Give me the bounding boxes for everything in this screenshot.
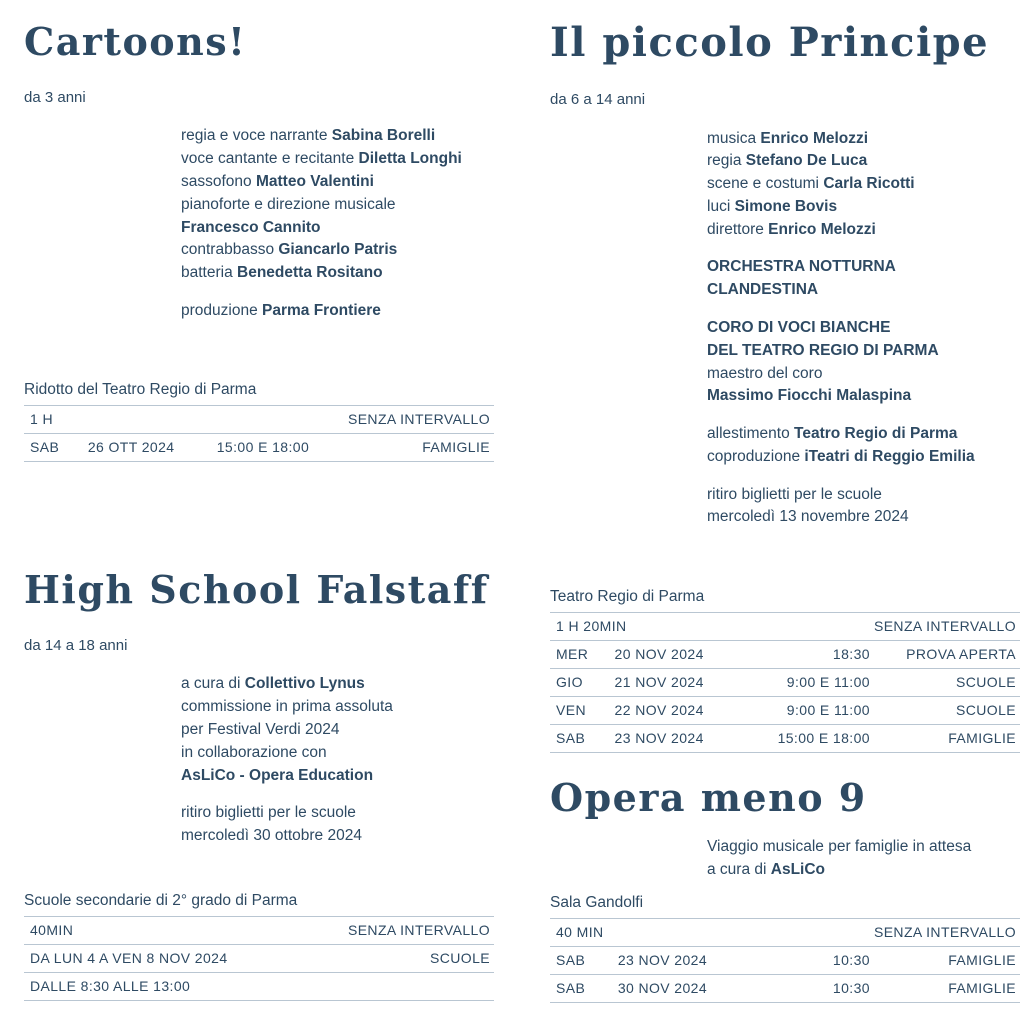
credit-role: pianoforte e direzione musicale	[181, 195, 396, 213]
credit-role: sassofono	[181, 172, 256, 190]
date-cell: 26 OTT 2024	[87, 438, 175, 455]
show-high-school-falstaff	[24, 567, 494, 848]
table-header-row	[24, 917, 494, 945]
credits-spacer	[181, 285, 494, 300]
show-title: High School Falstaff	[24, 567, 489, 612]
credit-role: regia	[707, 152, 746, 170]
time-cell: 10:30	[832, 952, 870, 968]
timerange-cell: DALLE 8:30 ALLE 13:00	[30, 978, 191, 994]
credit-line	[707, 317, 1020, 340]
day-cell: SAB	[30, 438, 60, 455]
credit-role: mercoledì 13 novembre 2024	[707, 508, 909, 526]
credit-name: Teatro Regio di Parma	[794, 425, 958, 443]
credit-line	[181, 217, 494, 240]
table-row	[24, 945, 494, 973]
performance-table	[550, 918, 1020, 1003]
audience-cell: SCUOLE	[430, 950, 490, 966]
date-cell: 23 NOV 2024	[614, 730, 704, 746]
audience-cell: FAMIGLIE	[948, 730, 1016, 746]
credit-role: coproduzione	[707, 447, 805, 465]
interval-cell: SENZA INTERVALLO	[347, 410, 490, 427]
credits-spacer	[707, 469, 1020, 484]
show-venue: Scuole secondarie di 2° grado di Parma	[24, 892, 298, 909]
credit-line	[707, 196, 1020, 219]
show-age-range: da 6 a 14 anni	[550, 91, 646, 108]
credit-line	[181, 300, 494, 323]
credit-name: AsLiCo	[770, 860, 826, 878]
credit-line	[707, 219, 1020, 242]
credit-line	[707, 446, 1020, 469]
date-cell: 20 NOV 2024	[614, 646, 704, 662]
credit-role: per Festival Verdi 2024	[181, 720, 340, 738]
credit-line	[181, 262, 494, 285]
credit-line	[181, 825, 494, 848]
time-cell: 18:30	[832, 646, 870, 662]
table-header-row	[550, 613, 1020, 641]
credit-role: mercoledì 30 ottobre 2024	[181, 827, 362, 845]
credit-role: direttore	[707, 220, 769, 238]
credit-name: Carla Ricotti	[823, 175, 915, 193]
credit-name: Sabina Borelli	[331, 127, 436, 145]
credit-name: ORCHESTRA NOTTURNA	[707, 258, 896, 276]
date-cell: 23 NOV 2024	[617, 952, 708, 968]
duration-cell: 1 H 20MIN	[556, 618, 627, 634]
credit-role: commissione in prima assoluta	[181, 698, 393, 716]
credit-name: Parma Frontiere	[262, 301, 381, 319]
falstaff-schedule	[24, 892, 494, 1001]
time-cell: 9:00 E 11:00	[786, 674, 870, 690]
day-cell: MER	[556, 646, 589, 662]
performance-table	[24, 405, 494, 462]
interval-cell: SENZA INTERVALLO	[873, 924, 1016, 940]
credit-role: Viaggio musicale per famiglie in attesa	[707, 837, 972, 855]
credits-spacer	[707, 302, 1020, 317]
credit-role: produzione	[181, 301, 263, 319]
credit-name: iTeatri di Reggio Emilia	[804, 447, 975, 465]
credit-name: Collettivo Lynus	[244, 675, 365, 693]
credit-role: voce cantante e recitante	[181, 150, 359, 168]
piccolo-principe-schedule	[550, 588, 1020, 753]
day-cell: VEN	[556, 702, 586, 718]
duration-cell: 1 H	[30, 410, 53, 427]
credit-name: Massimo Fiocchi Malaspina	[707, 387, 912, 405]
table-row	[24, 433, 494, 461]
credit-name: Enrico Melozzi	[768, 220, 876, 238]
credit-line	[181, 673, 494, 696]
credit-role: allestimento	[707, 425, 795, 443]
interval-cell: SENZA INTERVALLO	[347, 922, 490, 938]
table-row	[550, 641, 1020, 669]
credit-role: scene e costumi	[707, 175, 824, 193]
credit-line	[181, 171, 494, 194]
performance-table	[24, 916, 494, 1001]
credit-line	[707, 279, 1020, 302]
credit-line	[181, 148, 494, 171]
time-cell: 9:00 E 11:00	[786, 702, 870, 718]
show-title: Cartoons!	[24, 19, 247, 64]
credit-name: AsLiCo - Opera Education	[181, 766, 374, 784]
credit-name: Diletta Longhi	[358, 150, 462, 168]
credit-name: Matteo Valentini	[255, 172, 374, 190]
performance-table	[550, 612, 1020, 753]
show-credits	[181, 673, 494, 847]
table-row	[550, 975, 1020, 1003]
day-cell: SAB	[556, 980, 586, 996]
opera-meno-9-schedule	[550, 894, 1020, 1003]
credit-role: regia e voce narrante	[181, 127, 332, 145]
credit-name: DEL TEATRO REGIO DI PARMA	[707, 341, 939, 359]
duration-cell: 40 MIN	[556, 924, 604, 940]
show-title: Opera meno 9	[550, 775, 867, 820]
show-credits	[707, 128, 1020, 530]
credit-role: ritiro biglietti per le scuole	[707, 485, 882, 503]
credit-role: ritiro biglietti per le scuole	[181, 804, 356, 822]
show-credits	[707, 836, 1020, 882]
date-cell: 22 NOV 2024	[614, 702, 704, 718]
credit-line	[181, 719, 494, 742]
credit-line	[181, 742, 494, 765]
credit-name: Enrico Melozzi	[760, 129, 869, 147]
credit-name: Simone Bovis	[734, 197, 838, 215]
interval-cell: SENZA INTERVALLO	[873, 618, 1016, 634]
credit-role: a cura di	[707, 860, 771, 878]
date-cell: 30 NOV 2024	[617, 980, 708, 996]
credit-role: in collaborazione con	[181, 743, 327, 761]
table-row	[550, 725, 1020, 753]
credit-line	[181, 239, 494, 262]
day-cell: SAB	[556, 730, 586, 746]
day-cell: GIO	[556, 674, 583, 690]
credit-line	[181, 696, 494, 719]
credit-line	[707, 836, 1020, 859]
credit-line	[181, 194, 494, 217]
credit-role: contrabbasso	[181, 241, 279, 259]
credit-name: Benedetta Rositano	[237, 264, 383, 282]
audience-cell: PROVA APERTA	[906, 646, 1016, 662]
date-cell: 21 NOV 2024	[614, 674, 704, 690]
credits-spacer	[707, 241, 1020, 256]
table-row	[550, 947, 1020, 975]
show-credits	[181, 125, 494, 322]
credit-line	[707, 363, 1020, 386]
credit-line	[707, 423, 1020, 446]
show-title: Il piccolo Principe	[550, 19, 990, 66]
credit-role: musica	[707, 129, 761, 147]
show-age-range: da 14 a 18 anni	[24, 636, 128, 654]
table-header-row	[24, 405, 494, 433]
credit-name: CORO DI VOCI BIANCHE	[707, 318, 891, 336]
credits-spacer	[181, 787, 494, 802]
show-venue: Ridotto del Teatro Regio di Parma	[24, 380, 257, 398]
credit-line	[181, 802, 494, 825]
audience-cell: SCUOLE	[956, 674, 1016, 690]
credit-line	[181, 125, 494, 148]
show-opera-meno-9	[550, 775, 1020, 881]
audience-cell: SCUOLE	[956, 702, 1016, 718]
credit-name: Stefano De Luca	[745, 152, 868, 170]
credit-line	[707, 340, 1020, 363]
time-cell: 10:30	[832, 980, 870, 996]
credit-role: batteria	[181, 264, 238, 282]
credits-spacer	[707, 408, 1020, 423]
credit-role: maestro del coro	[707, 364, 823, 382]
credit-line	[707, 484, 1020, 507]
show-piccolo-principe	[550, 19, 1020, 529]
credit-name: Giancarlo Patris	[278, 241, 398, 259]
duration-cell: 40MIN	[30, 922, 74, 938]
credit-line	[707, 173, 1020, 196]
table-row	[550, 697, 1020, 725]
show-venue: Sala Gandolfi	[550, 894, 644, 911]
credit-role: a cura di	[181, 675, 245, 693]
audience-cell: FAMIGLIE	[948, 952, 1016, 968]
table-row	[550, 669, 1020, 697]
table-row	[24, 973, 494, 1001]
credit-line	[707, 128, 1020, 151]
credit-line	[707, 506, 1020, 529]
show-cartoons	[24, 19, 494, 462]
credit-line	[707, 256, 1020, 279]
time-cell: 15:00 E 18:00	[216, 438, 310, 455]
show-age-range: da 3 anni	[24, 88, 86, 106]
credit-line	[707, 859, 1020, 882]
table-header-row	[550, 919, 1020, 947]
credit-role: luci	[707, 197, 735, 215]
show-venue: Teatro Regio di Parma	[550, 588, 705, 605]
audience-cell: FAMIGLIE	[422, 438, 490, 455]
daterange-cell: DA LUN 4 A VEN 8 NOV 2024	[30, 950, 228, 966]
audience-cell: FAMIGLIE	[948, 980, 1016, 996]
day-cell: SAB	[556, 952, 586, 968]
time-cell: 15:00 E 18:00	[777, 730, 870, 746]
credit-line	[707, 150, 1020, 173]
credit-name: Francesco Cannito	[181, 218, 321, 236]
credit-line	[181, 765, 494, 788]
credit-name: CLANDESTINA	[707, 281, 819, 299]
credit-line	[707, 385, 1020, 408]
